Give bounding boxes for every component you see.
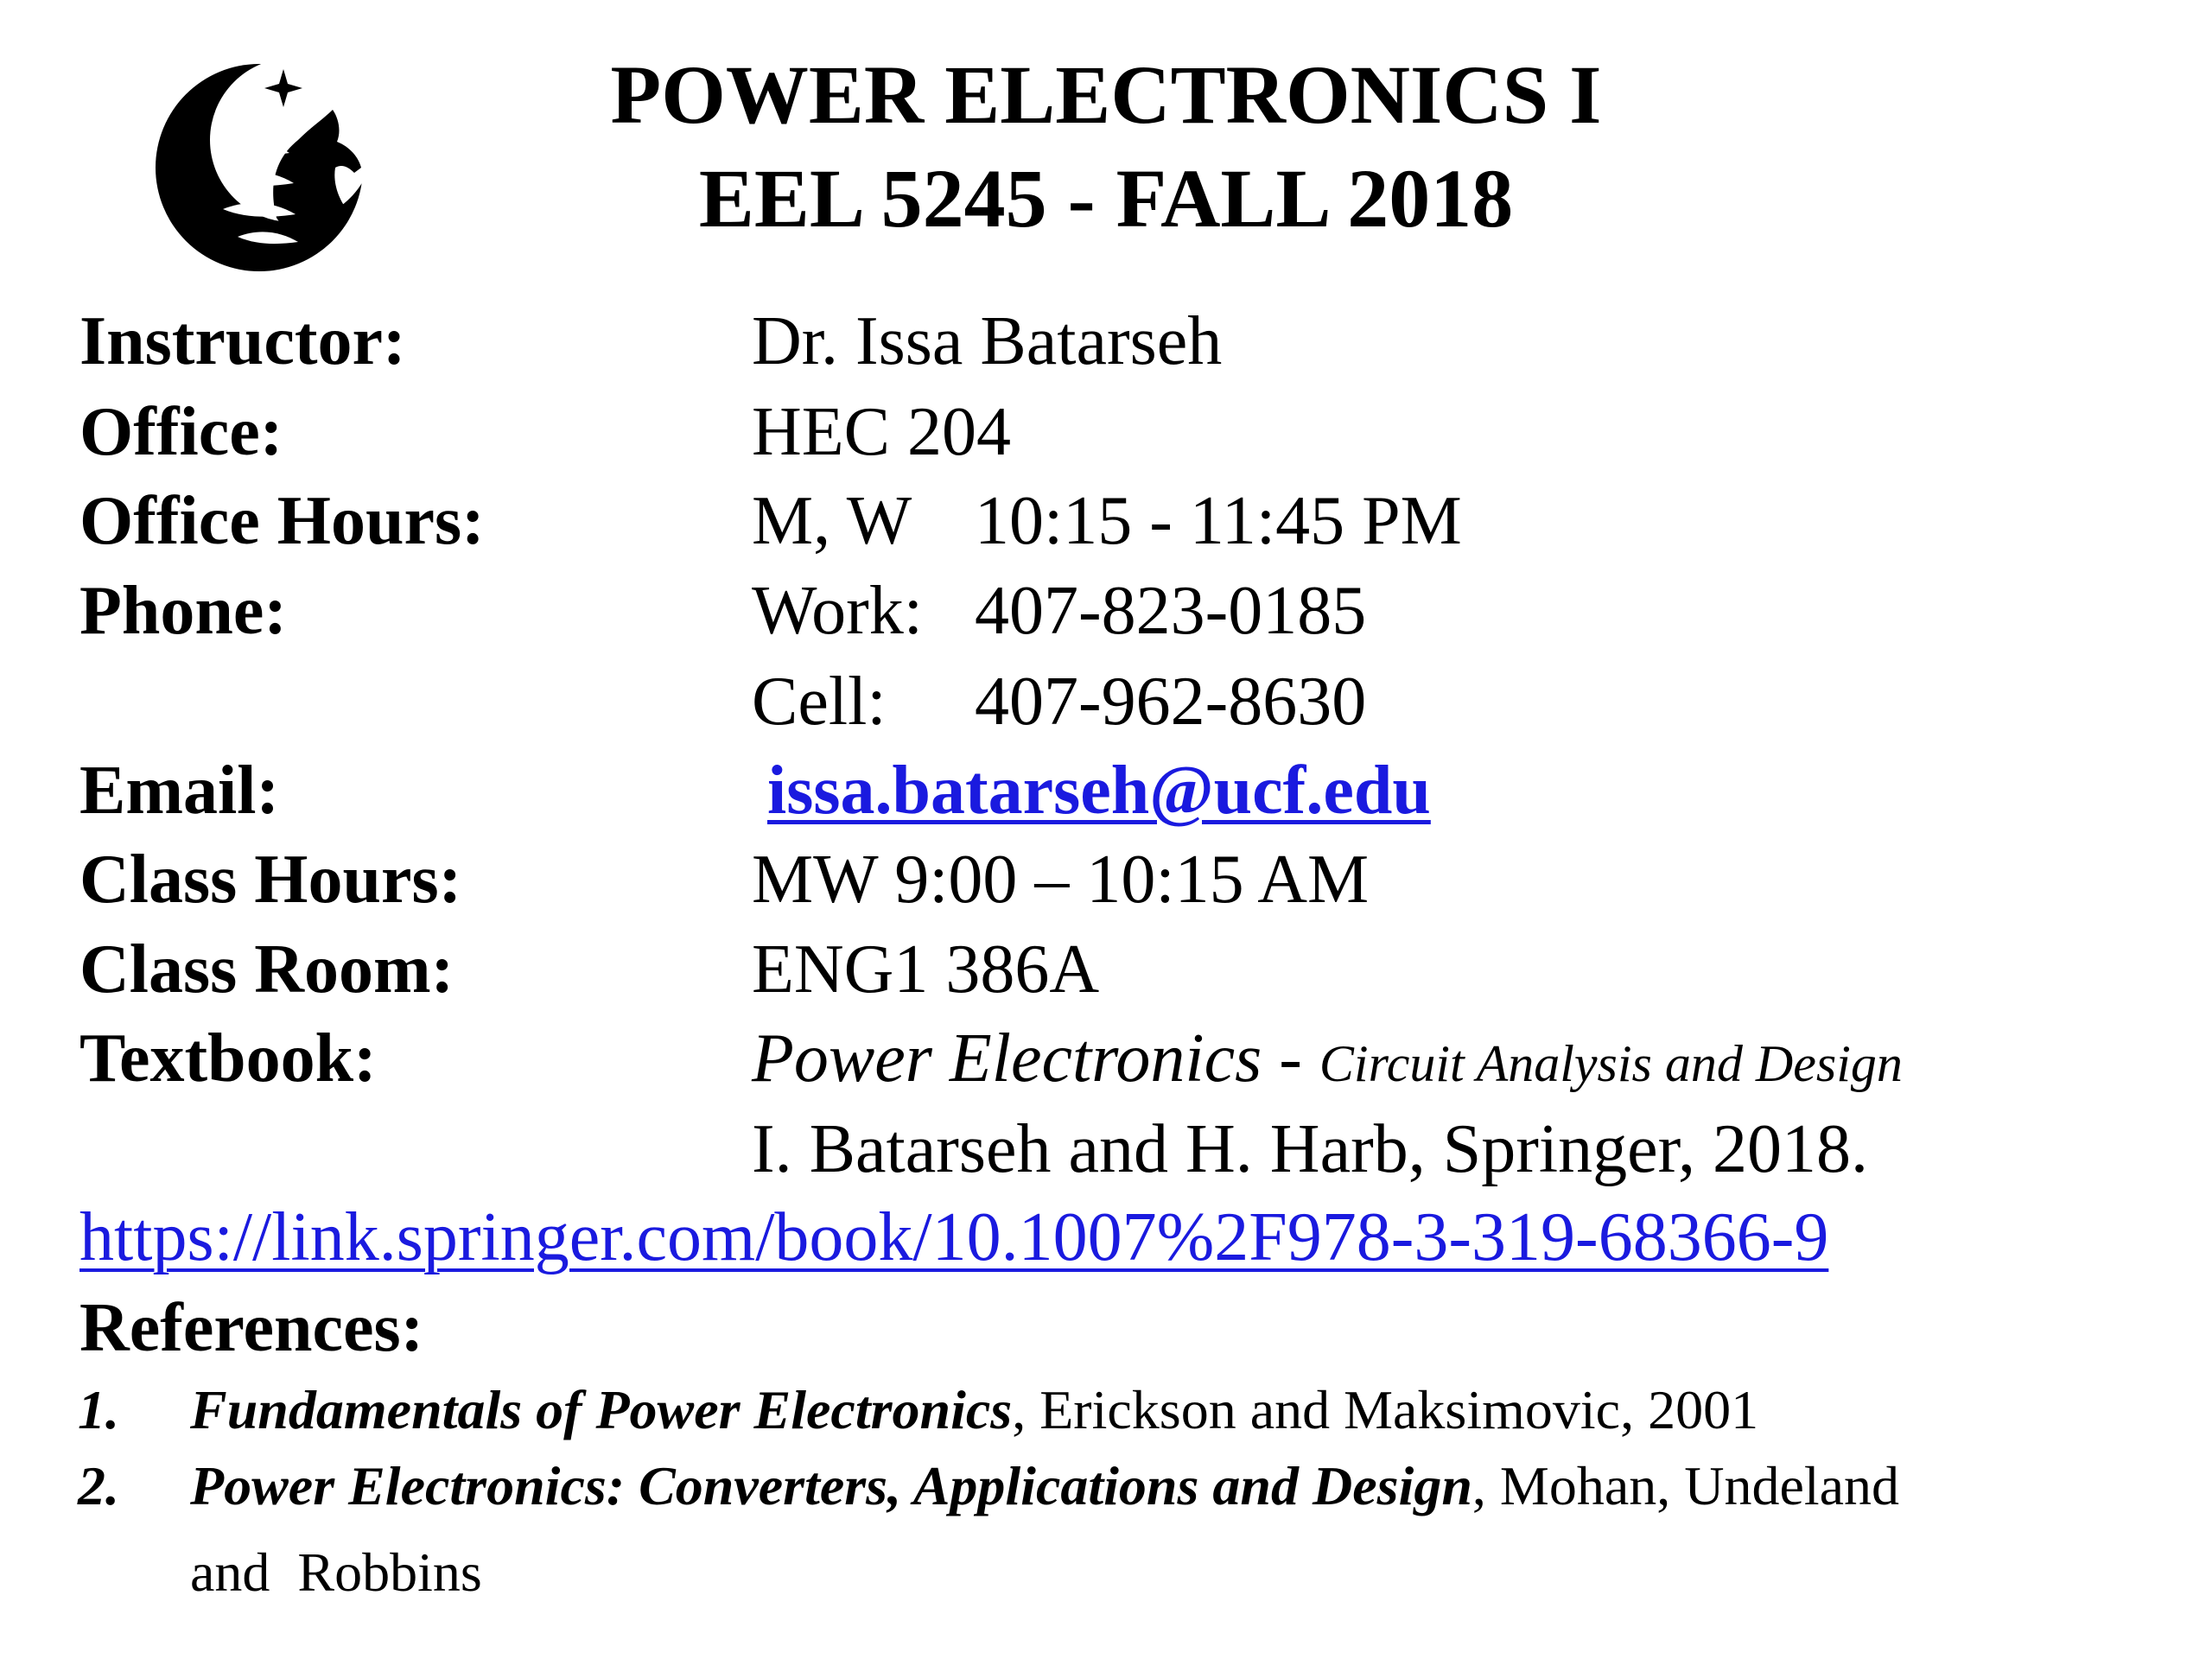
phone-cell-number: 407-962-8630 — [975, 664, 1367, 740]
textbook-url-link[interactable]: https://link.springer.com/book/10.1007%2F978-3-319-68366-9 — [79, 1199, 1829, 1275]
email-link[interactable]: issa.batarseh@ucf.edu — [767, 753, 1431, 829]
reference-1-number: 1. — [78, 1379, 119, 1440]
instructor-value: Dr. Issa Batarseh — [752, 303, 1223, 379]
email-label: Email: — [79, 753, 280, 829]
phone-cell — [752, 664, 1367, 740]
office-hours-days: M, W — [752, 483, 912, 559]
course-title: POWER ELECTRONICS I — [610, 48, 1602, 141]
textbook-label: Textbook: — [79, 1020, 377, 1096]
class-hours-value: MW 9:00 – 10:15 AM — [752, 842, 1370, 918]
office-value: HEC 204 — [752, 394, 1011, 470]
references-label: References: — [79, 1290, 424, 1366]
phone-label: Phone: — [79, 573, 287, 649]
office-hours-label: Office Hours: — [79, 483, 485, 559]
class-room-value: ENG1 386A — [752, 931, 1100, 1007]
course-code-term: EEL 5245 - FALL 2018 — [698, 152, 1514, 245]
textbook-value — [752, 1020, 1903, 1096]
pegasus-logo-icon — [147, 36, 372, 276]
office-hours-time: 10:15 - 11:45 PM — [975, 483, 1462, 559]
office-label: Office: — [79, 394, 283, 470]
phone-work-number: 407-823-0185 — [975, 573, 1367, 649]
phone-cell-label: Cell: — [752, 664, 887, 740]
textbook-citation: I. Batarseh and H. Harb, Springer, 2018. — [752, 1111, 1869, 1187]
class-hours-label: Class Hours: — [79, 842, 462, 918]
reference-1-authors: , Erickson and Maksimovic, 2001 — [1012, 1379, 1759, 1440]
reference-1-title: Fundamentals of Power Electronics — [190, 1379, 1013, 1440]
office-hours-value — [752, 483, 1462, 559]
textbook-title: Power Electronics — [752, 1020, 1262, 1096]
class-room-label: Class Room: — [79, 931, 454, 1007]
instructor-label: Instructor: — [79, 303, 406, 379]
reference-2-title: Power Electronics: Converters, Applications and Design — [190, 1455, 1472, 1516]
textbook-separator: - — [1262, 1020, 1319, 1096]
reference-2-continuation: and Robbins — [190, 1541, 482, 1603]
textbook-subtitle: Circuit Analysis and Design — [1319, 1035, 1903, 1092]
reference-2-number: 2. — [78, 1455, 119, 1516]
reference-2-authors: , Mohan, Undeland — [1471, 1455, 1900, 1516]
phone-work — [752, 573, 1367, 649]
reference-1 — [190, 1379, 1759, 1440]
reference-2 — [190, 1455, 1900, 1516]
phone-work-label: Work: — [752, 573, 923, 649]
